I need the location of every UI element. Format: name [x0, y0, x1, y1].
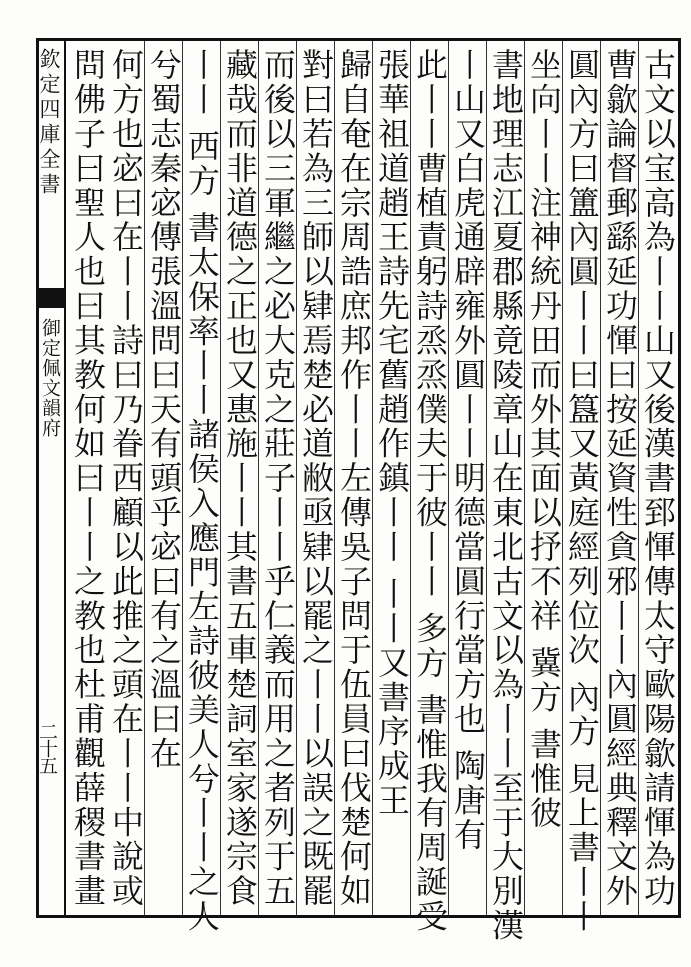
text-column: 古文以宝高為丨丨山又後漢書郅惲傳太守歐陽歙請惲為功	[639, 48, 677, 909]
text-column: 曹歙論督郵繇延功惲曰按延資性貪邪丨丨內圓經典釋文外	[601, 48, 639, 909]
book-title: 御定佩文韻府	[39, 318, 61, 438]
text-column: 張華祖道趙王詩先宅舊趙作鎮丨丨 丨丨又書序成王	[373, 48, 411, 818]
text-column: 丨山又白虎通辟雍外圓丨丨明德當圓行當方也 陶唐有	[449, 48, 487, 853]
page-number: 二十五	[36, 722, 58, 773]
text-column-hidden: 問佛子曰聖人也曰其教何如曰丨丨之教也杜甫觀薛稷書畫	[69, 48, 107, 909]
text-column: 書地理志江夏郡縣竟陵章山在東北古文以為丨丨至于大別漢	[487, 48, 525, 943]
text-column: 兮蜀志秦宓傳張溫問曰天有頭乎宓曰有之溫曰在	[145, 48, 183, 771]
collection-title: 欽定四庫全書	[37, 48, 61, 198]
text-column: 對曰若為三師以肄焉楚必道敝亟肄以罷之丨丨以誤之既罷	[297, 48, 335, 909]
text-column: 坐向丨丨注神統丹田而外其面以抒不祥 冀方 書惟彼	[525, 48, 563, 831]
text-column: 圓內方曰簠內圓丨丨曰簋又黃庭經列位次 內方 見上書丨丨	[563, 48, 601, 934]
text-column: 而後以三軍繼之必大克之莊子丨丨乎仁義而用之者列于五	[259, 48, 297, 909]
text-column: 藏哉而非道德之正也又惠施丨丨其書五車楚詞室家遂宗食	[221, 48, 259, 909]
text-column: 歸自奄在宗周誥庶邦作丨丨左傳吳子問于伍員曰伐楚何如	[335, 48, 373, 909]
fishtail-mark	[38, 288, 64, 308]
text-column: 此丨丨曹植責躬詩烝烝僕夫于彼丨丨 多方 書惟我有周誕受	[411, 48, 449, 934]
text-column: 丨丨 西方 書太保率丨丨諸侯入應門左詩彼美人兮丨丨之人	[183, 48, 221, 934]
text-column: 何方也宓曰在丨丨詩曰乃眷西顧以此推之頭在丨丨中說或	[107, 48, 145, 909]
